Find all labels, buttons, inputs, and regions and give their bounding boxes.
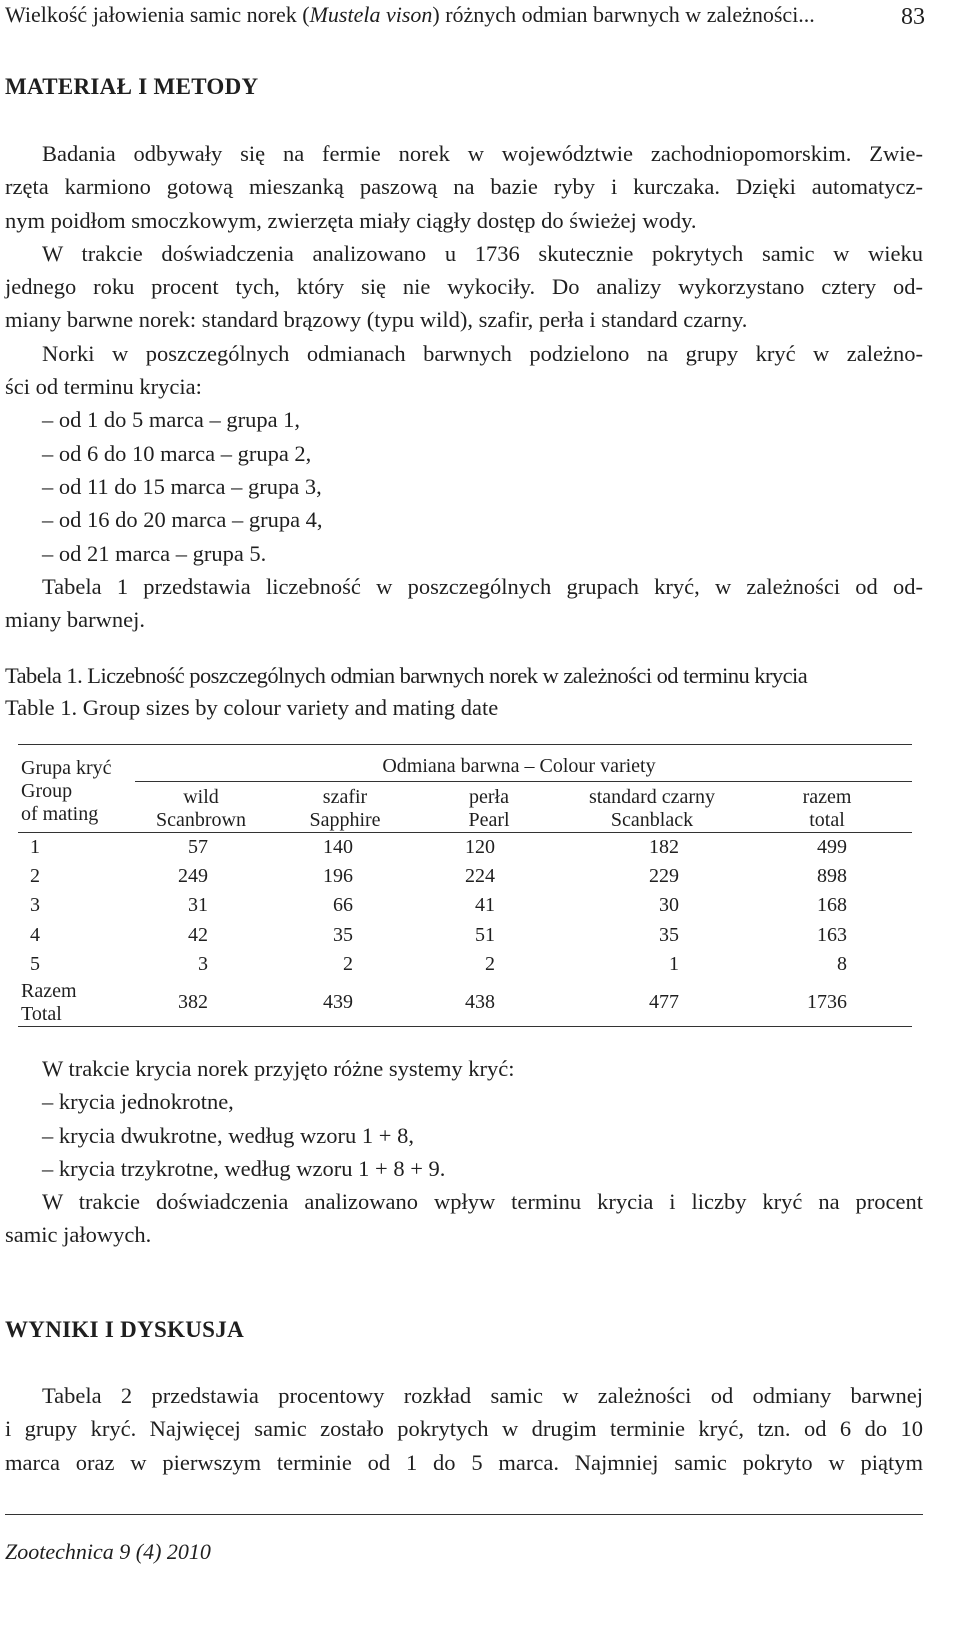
section-title-methods: MATERIAŁ I METODY <box>5 74 259 99</box>
table-cell: 249 <box>178 865 208 888</box>
table-cell: 3 <box>198 952 208 975</box>
page-number: 83 <box>901 4 925 30</box>
column-header-en: Sapphire <box>309 809 381 831</box>
running-head <box>5 0 925 30</box>
text-line: Tabela 1 przedstawia liczebność w poszczególnych grupach kryć, w zależności od od- <box>42 573 923 599</box>
table-top-rule <box>18 744 912 745</box>
footer-rule <box>5 1514 923 1515</box>
variety-header: Odmiana barwna – Colour variety <box>382 755 656 777</box>
group-cell: 5 <box>30 952 40 975</box>
text-line: W trakcie doświadczenia analizowano wpływ terminu krycia i liczby kryć na procent <box>42 1189 923 1215</box>
table-caption <box>5 660 923 724</box>
table-cell: 66 <box>333 894 353 917</box>
table-cell: 224 <box>465 865 495 888</box>
table-cell: 31 <box>188 894 208 917</box>
text-line: i grupy kryć. Najwięcej samic zostało pokrytych w drugim terminie kryć, tzn. od 6 do 10 <box>5 1416 923 1442</box>
group-list-item: – od 6 do 10 marca – grupa 2, <box>42 440 312 466</box>
table-cell: 499 <box>817 836 847 858</box>
group-cell: 1 <box>30 836 40 858</box>
group-header-pl: Grupa kryć <box>21 757 112 779</box>
table-cell: 196 <box>323 865 353 888</box>
table-cell: 163 <box>817 923 847 946</box>
column-header-pl: standard czarny <box>588 786 716 808</box>
table-cell: 140 <box>323 836 353 858</box>
running-title-pre: Wielkość jałowienia samic norek ( <box>5 2 310 27</box>
paragraph-methods-1 <box>5 137 923 636</box>
table-cell: 2 <box>485 952 495 975</box>
group-list-item: – od 21 marca – grupa 5. <box>42 540 267 566</box>
table-cell: 168 <box>817 894 847 917</box>
table-caption-pl: Tabela 1. Liczebność poszczególnych odmian barwnych norek w zależności od terminu krycia <box>5 663 808 688</box>
paragraph-results-1 <box>5 1379 923 1479</box>
text-line: nym poidłom smoczkowym, zwierzęta miały ciągły dostęp do świeżej wody. <box>5 207 697 233</box>
column-header-en: total <box>809 809 845 831</box>
total-cell: 1736 <box>807 991 847 1013</box>
system-list-item: – krycia trzykrotne, według wzoru 1 + 8 + 9. <box>42 1155 446 1181</box>
system-list-item: – krycia dwukrotne, według wzoru 1 + 8, <box>42 1122 414 1148</box>
total-cell: 382 <box>178 991 208 1013</box>
table-cell: 898 <box>817 865 847 888</box>
table-cell: 182 <box>649 836 679 858</box>
group-list-item: – od 16 do 20 marca – grupa 4, <box>42 507 323 533</box>
table-cell: 42 <box>188 923 208 946</box>
group-list-item: – od 1 do 5 marca – grupa 1, <box>42 407 301 433</box>
text-line: miany barwne norek: standard brązowy (typu wild), szafir, perła i standard czarny. <box>5 307 748 333</box>
table-cell: 229 <box>649 865 679 888</box>
total-label-en: Total <box>21 1003 62 1025</box>
column-header-pl: wild <box>183 786 219 808</box>
section-title-results: WYNIKI I DYSKUSJA <box>5 1317 244 1342</box>
table-bottom-rule <box>18 1026 912 1027</box>
text-line: Norki w poszczególnych odmianach barwnych podzielono na grupy kryć w zależno- <box>42 340 923 366</box>
group-cell: 2 <box>30 865 40 888</box>
running-title-post: ) różnych odmian barwnych w zależności... <box>432 2 815 27</box>
column-header-pl: perła <box>469 786 509 808</box>
text-line: samic jałowych. <box>5 1222 152 1248</box>
text-line: miany barwnej. <box>5 607 145 633</box>
table-cell: 120 <box>465 836 495 858</box>
text-line: marca oraz w pierwszym terminie od 1 do 5 marca. Najmniej samic pokryto w piątym <box>5 1449 923 1475</box>
text-line: Badania odbywały się na fermie norek w województwie zachodniopomorskim. Zwie- <box>42 141 923 166</box>
table-cell: 57 <box>188 836 208 858</box>
table-variety-rule <box>135 781 912 782</box>
table-cell: 30 <box>659 894 679 917</box>
group-header-en: Group <box>21 780 73 802</box>
table-cell: 35 <box>659 923 679 946</box>
total-label-pl: Razem <box>21 980 77 1002</box>
text-line: W trakcie doświadczenia analizowano u 1736 skutecznie pokrytych samic w wieku <box>42 240 923 266</box>
table-cell: 2 <box>343 952 353 975</box>
group-cell: 3 <box>30 894 40 917</box>
total-cell: 477 <box>649 991 679 1013</box>
table-cell: 8 <box>837 952 847 975</box>
column-header-pl: szafir <box>322 786 368 808</box>
text-line: jednego roku procent tych, który się nie wykociły. Do analizy wykorzystano cztery od- <box>5 274 923 300</box>
column-header-en: Scanblack <box>610 809 694 831</box>
column-header-en: Pearl <box>468 809 510 831</box>
total-cell: 439 <box>323 991 353 1013</box>
table-cell: 51 <box>475 923 495 946</box>
text-line: Tabela 2 przedstawia procentowy rozkład samic w zależności od odmiany barwnej <box>42 1383 923 1408</box>
table-caption-en: Table 1. Group sizes by colour variety and mating date <box>5 695 499 720</box>
group-header-en2: of mating <box>21 803 99 825</box>
table-cell: 35 <box>333 923 353 946</box>
group-cell: 4 <box>30 923 40 946</box>
group-list-item: – od 11 do 15 marca – grupa 3, <box>42 473 322 499</box>
text-line: rzęta karmiono gotową mieszanką paszową na bazie ryby i kurczaka. Dzięki automatycz- <box>5 174 923 200</box>
text-line: ści od terminu krycia: <box>5 374 202 400</box>
system-list-item: – krycia jednokrotne, <box>42 1089 234 1115</box>
paragraph-mating-systems <box>5 1052 923 1252</box>
table-cell: 1 <box>669 952 679 975</box>
running-title-species: Mustela vison <box>309 2 433 27</box>
column-header-pl: razem <box>802 786 852 808</box>
journal-footer: Zootechnica 9 (4) 2010 <box>5 1539 211 1564</box>
text-line: W trakcie krycia norek przyjęto różne systemy kryć: <box>42 1056 515 1081</box>
table-header-rule <box>18 832 912 833</box>
table-cell: 41 <box>475 894 495 917</box>
column-header-en: Scanbrown <box>156 809 246 831</box>
total-cell: 438 <box>465 991 495 1013</box>
